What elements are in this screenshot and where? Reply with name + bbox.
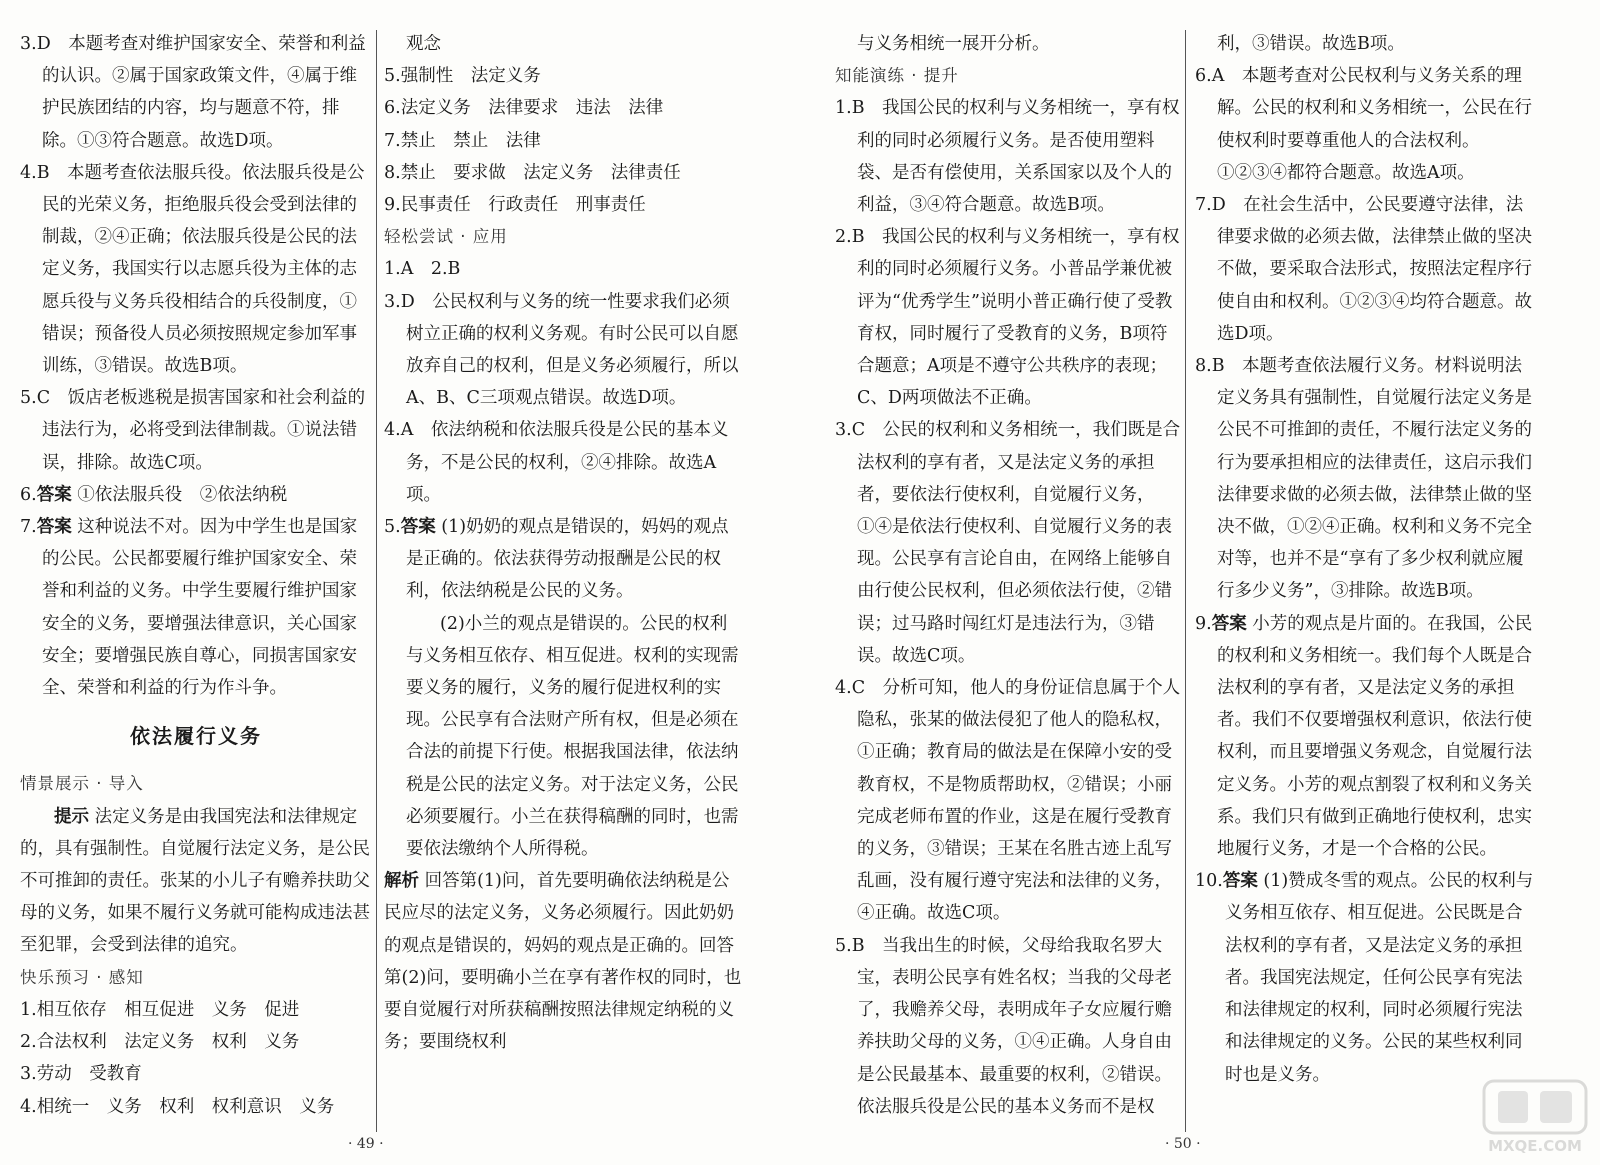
watermark-logo [1476,1075,1594,1159]
try-3: 3.D 公民权利与义务的统一性要求我们必须树立正确的权利义务观。有时公民可以自愿放弃自己的权利，但是义务必须履行，所以A、B、C三项观点错误。故选D项。 [384,291,739,409]
column-divider [376,30,377,1132]
try-5-part-2: (2)小兰的观点是错误的。公民的权利与义务相互依存、相互促进。权利的实现需要义务的履行，义务的履行促进权利的实现。公民享有合法财产所有权，但是必须在合法的前提下行使。根据我国法律，依法纳税是公民的法定义务。对于法定义务，公民必须要履行。小兰在获得稿酬的同时，也需要依法缴纳个人所得税。 [406,613,739,860]
answer-6-number: 6. [20,484,37,505]
practice-5-continued: 利，③错误。故选B项。 [1217,34,1405,54]
section-heading-preview: 快乐预习 · 感知 [20,967,144,987]
answer-5: 5.C 饭店老板逃税是损害国家和社会利益的违法行为，必将受到法律制裁。①说法错误，排除。故选C项。 [20,388,366,473]
preview-8: 8.禁止 要求做 法定义务 法律责任 [384,162,681,183]
right-page [815,0,1600,1165]
answer-7-label: 答案 [36,517,72,538]
try-4: 4.A 依法纳税和依法服兵役是公民的基本义务，不是公民的权利，②④排除。故选A项。 [384,420,729,505]
preview-5: 5.强制性 法定义务 [384,66,541,87]
section-heading-practice: 知能演练 · 提升 [835,66,959,86]
analysis-paragraph [384,865,744,1058]
practice-6: 6.A 本题考查对公民权利与义务关系的理解。公民的权利和义务相统一，公民在行使权利时要尊重他人的合法权利。①②③④都符合题意。故选A项。 [1195,66,1532,183]
watermark-text: MXQE.COM [1488,1137,1582,1155]
try-5-number: 5. [384,517,401,538]
preview-6: 6.法定义务 法律要求 违法 法律 [384,98,664,119]
practice-5: 5.B 当我出生的时候，父母给我取名罗大宝，表明公民享有姓名权；当我的父母老了，我赡养父母，表明成年子女应履行赡养扶助父母的义务，①④正确。人身自由是公民最基本、最重要的权利，②错误。依法服兵役是公民的基本义务而不是权 [835,935,1172,1117]
left-column-1 [20,28,372,1123]
page-number-right: · 50 · [1165,1136,1201,1152]
practice-9-number: 9. [1195,613,1212,634]
practice-2: 2.B 我国公民的权利与义务相统一，享有权利的同时必须履行义务。小普品学兼优被评为“优秀学生”说明小普正确行使了受教育权，同时履行了受教育的义务，B项符合题意；A项是不遵守公共秩序的表现；C、D两项做法不正确。 [835,227,1180,409]
preview-4-continued: 观念 [406,34,441,54]
tip-paragraph [20,801,372,962]
section-heading-intro: 情景展示 · 导入 [20,774,144,794]
try-5-label: 答案 [400,517,436,538]
practice-9-text: 小芳的观点是片面的。在我国，公民的权利和义务相统一。我们每个人既是合法权利的享有者，又是法定义务的承担者。我们不仅要增强权利意识，依法行使权利，而且要增强义务观念，自觉履行法定义务。小芳的观点割裂了权利和义务关系。我们只有做到正确地行使权利，忠实地履行义务，才是一个合格的公民。 [1217,613,1533,860]
preview-7: 7.禁止 禁止 法律 [384,130,541,151]
preview-9: 9.民事责任 行政责任 刑事责任 [384,195,646,216]
chapter-title: 依法履行义务 [130,724,262,749]
try-5-text: (1)奶奶的观点是错误的，妈妈的观点是正确的。依法获得劳动报酬是公民的权利，依法纳税是公民的义务。 [406,517,729,602]
answer-7-text: 这种说法不对。因为中学生也是国家的公民。公民都要履行维护国家安全、荣誉和利益的义务。中学生要履行维护国家安全的义务，要增强法律意识，关心国家安全；要增强民族自尊心，同损害国家安全、荣誉和利益的行为作斗争。 [42,517,358,699]
tip-label: 提示 [54,806,89,827]
answer-6-label: 答案 [36,484,72,505]
preview-1: 1.相互依存 相互促进 义务 促进 [20,999,300,1020]
try-1-2: 1.A 2.B [384,259,461,280]
try-5 [384,511,744,608]
answer-6-text: ①依法服兵役 ②依法纳税 [77,484,288,505]
practice-10-label: 答案 [1222,871,1258,892]
practice-10 [1195,865,1535,1090]
tip-text: 法定义务是由我国宪法和法律规定的，具有强制性。自觉履行法定义务，是公民不可推卸的责任。张某的小儿子有赡养扶助父母的义务，如果不履行义务就可能构成违法甚至犯罪，会受到法律的追究。 [20,806,370,956]
practice-3: 3.C 公民的权利和义务相统一，我们既是合法权利的享有者，又是法定义务的承担者，要依法行使权利，自觉履行义务，①④是依法行使权利、自觉履行义务的表现。公民享有言论自由，在网络上能够自由行使公民权利，但必须依法行使，②错误；过马路时闯红灯是违法行为，③错误。故选C项。 [835,420,1181,666]
column-divider [1185,30,1186,1132]
analysis-continued: 与义务相统一展开分析。 [857,34,1050,54]
practice-9-label: 答案 [1211,613,1247,634]
practice-10-text: (1)赞成冬雪的观点。公民的权利与义务相互依存、相互促进。公民既是合法权利的享有者，又是法定义务的承担者。我国宪法规定，任何公民享有宪法和法律规定的权利，同时必须履行宪法和法律规定的义务。公民的某些权利同时也是义务。 [1225,871,1534,1085]
practice-8: 8.B 本题考查依法履行义务。材料说明法定义务具有强制性，自觉履行法定义务是公民不可推卸的责任，不履行法定义务的行为要承担相应的法律责任，这启示我们法律要求做的必须去做，法律禁止做的坚决不做，①②④正确。权利和义务不完全对等，也并不是“享有了多少权利就应履行多少义务”，③排除。故选B项。 [1195,356,1532,602]
preview-3: 3.劳动 受教育 [20,1064,142,1085]
preview-4: 4.相统一 义务 权利 权利意识 义务 [20,1096,335,1117]
right-column-1 [835,28,1181,1123]
section-heading-try: 轻松尝试 · 应用 [384,227,508,247]
answer-6 [20,479,372,511]
practice-9 [1195,608,1535,866]
page-number-left: · 49 · [348,1136,384,1152]
practice-10-number: 10. [1195,871,1223,892]
answer-7 [20,511,372,704]
right-column-2 [1195,28,1535,1091]
left-column-2 [384,28,744,1059]
answer-4: 4.B 本题考查依法服兵役。依法服兵役是公民的光荣义务，拒绝服兵役会受到法律的制裁，②④正确；依法服兵役是公民的法定义务，我国实行以志愿兵役为主体的志愿兵役与义务兵役相结合的兵役制度，①错误；预备役人员必须按照规定参加军事训练，③错误。故选B项。 [20,162,365,377]
practice-1: 1.B 我国公民的权利与义务相统一，享有权利的同时必须履行义务。是否使用塑料袋、是否有偿使用，关系国家以及个人的利益，③④符合题意。故选B项。 [835,98,1180,216]
practice-4: 4.C 分析可知，他人的身份证信息属于个人隐私，张某的做法侵犯了他人的隐私权，①正确；教育局的做法是在保障小安的受教育权，不是物质帮助权，②错误；小丽完成老师布置的作业，这是在履行受教育的义务，③错误；王某在名胜古迹上乱写乱画，没有履行遵守宪法和法律的义务，④正确。故选C项。 [835,678,1181,924]
answer-7-number: 7. [20,517,37,538]
preview-2: 2.合法权利 法定义务 权利 义务 [20,1032,300,1053]
analysis-label: 解析 [384,871,419,892]
answer-3: 3.D 本题考查对维护国家安全、荣誉和利益的认识。②属于国家政策文件，④属于维护民族团结的内容，均与题意不符，排除。①③符合题意。故选D项。 [20,34,366,151]
left-page [0,0,780,1165]
analysis-text: 回答第(1)问，首先要明确依法纳税是公民应尽的法定义务，义务必须履行。因此奶奶的观点是错误的，妈妈的观点是正确的。回答第(2)问，要明确小兰在享有著作权的同时，也要自觉履行对所获稿酬按照法律规定纳税的义务；要围绕权利 [384,871,742,1053]
practice-7: 7.D 在社会生活中，公民要遵守法律，法律要求做的必须去做，法律禁止做的坚决不做，要采取合法形式，按照法定程序行使自由和权利。①②③④均符合题意。故选D项。 [1195,195,1532,344]
